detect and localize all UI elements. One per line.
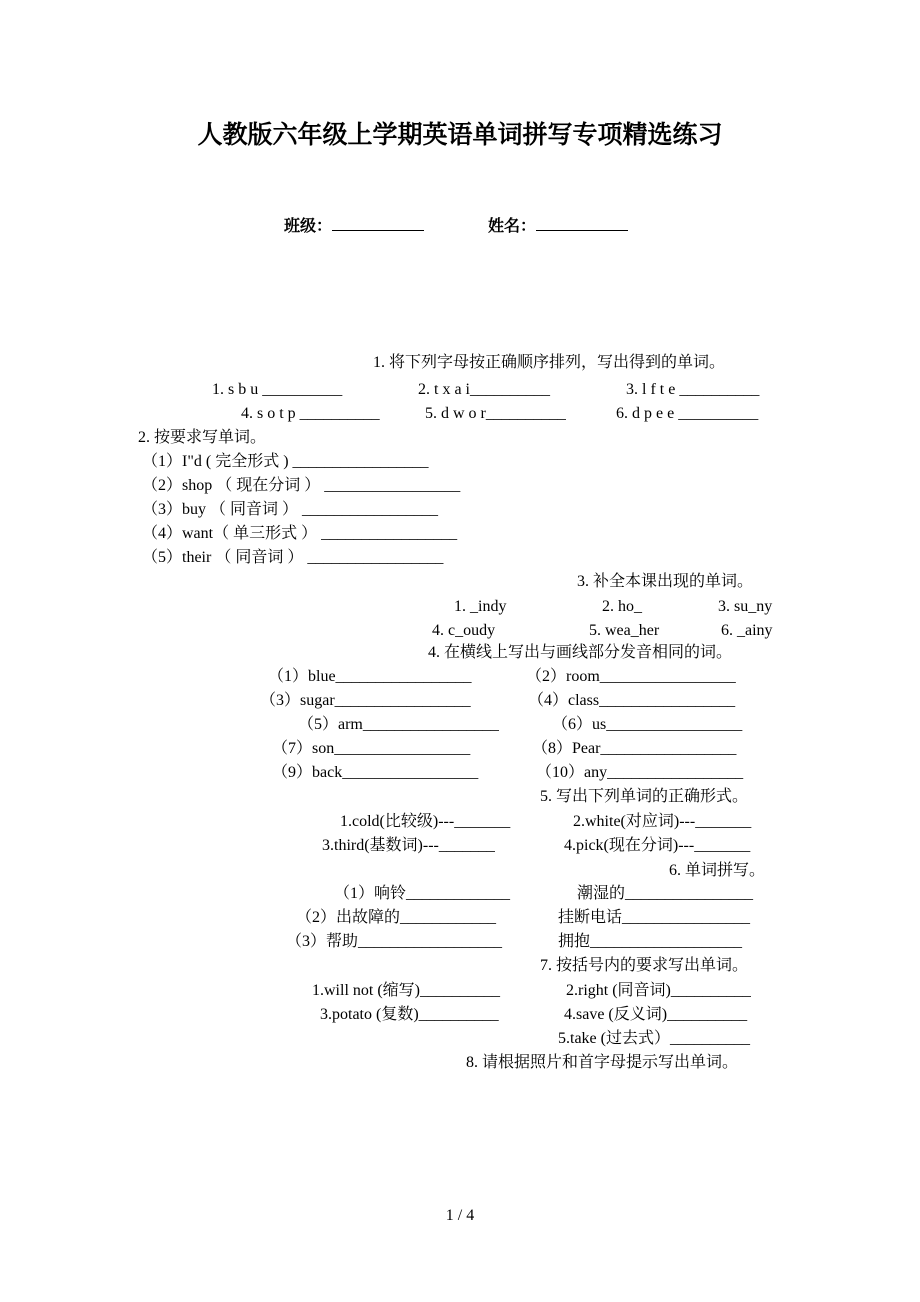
section-6-heading: 6. 单词拼写。	[669, 862, 766, 879]
class-label: 班级：	[284, 218, 333, 235]
s6-item: 潮湿的________________	[577, 885, 754, 902]
s4-item: （2）room_________________	[526, 668, 736, 685]
s7-item: 4.save (反义词)__________	[564, 1006, 748, 1023]
s2-item: （2）shop （ 现在分词 ） _________________	[142, 477, 461, 494]
s6-item: 挂断电话________________	[558, 909, 751, 926]
s4-item: （5）arm_________________	[298, 716, 499, 733]
s1-item: 2. t x a i__________	[418, 381, 550, 398]
s3-item: 1. _indy	[454, 598, 507, 615]
s1-item: 6. d p e e __________	[616, 405, 759, 422]
s6-item: 拥抱___________________	[558, 933, 743, 950]
s2-item: （1）I"d ( 完全形式 ) _________________	[142, 453, 429, 470]
section-5-heading: 5. 写出下列单词的正确形式。	[540, 788, 749, 805]
s4-item: （8）Pear_________________	[532, 740, 737, 757]
s7-item: 3.potato (复数)__________	[320, 1006, 499, 1023]
s1-item: 4. s o t p __________	[241, 405, 380, 422]
s3-item: 6. _ainy	[721, 622, 773, 639]
s4-item: （4）class_________________	[528, 692, 736, 709]
section-8-heading: 8. 请根据照片和首字母提示写出单词。	[466, 1054, 739, 1071]
s1-item: 3. l f t e __________	[626, 381, 760, 398]
s2-item: （4）want（ 单三形式 ） _________________	[142, 525, 458, 542]
s4-item: （3）sugar_________________	[260, 692, 471, 709]
s7-item: 1.will not (缩写)__________	[312, 982, 500, 999]
s2-item: （5）their （ 同音词 ） _________________	[142, 549, 444, 566]
section-3-heading: 3. 补全本课出现的单词。	[577, 573, 754, 590]
s6-item: （2）出故障的____________	[296, 909, 497, 926]
s4-item: （1）blue_________________	[268, 668, 472, 685]
s1-item: 1. s b u __________	[212, 381, 343, 398]
name-field	[488, 216, 628, 237]
s4-item: （6）us_________________	[552, 716, 743, 733]
s3-item: 4. c_oudy	[432, 622, 496, 639]
section-1-heading: 1. 将下列字母按正确顺序排列，写出得到的单词。	[373, 354, 726, 371]
s5-item: 2.white(对应词)---_______	[573, 813, 752, 830]
class-blank[interactable]	[332, 216, 424, 231]
s6-item: （3）帮助__________________	[286, 933, 503, 950]
s4-item: （10）any_________________	[536, 764, 744, 781]
s5-item: 3.third(基数词)---_______	[322, 837, 495, 854]
s7-item: 2.right (同音词)__________	[566, 982, 751, 999]
s7-item: 5.take (过去式）__________	[558, 1030, 750, 1047]
s5-item: 1.cold(比较级)---_______	[340, 813, 511, 830]
class-field	[284, 216, 424, 237]
name-blank[interactable]	[536, 216, 628, 231]
page-title: 人教版六年级上学期英语单词拼写专项精选练习	[197, 122, 723, 149]
name-label: 姓名：	[488, 218, 537, 235]
s3-item: 5. wea_her	[589, 622, 660, 639]
s2-item: （3）buy （ 同音词 ） _________________	[142, 501, 439, 518]
s1-item: 5. d w o r__________	[425, 405, 566, 422]
section-2-heading: 2. 按要求写单词。	[138, 429, 267, 446]
section-7-heading: 7. 按括号内的要求写出单词。	[540, 957, 749, 974]
s5-item: 4.pick(现在分词)---_______	[564, 837, 751, 854]
s4-item: （9）back_________________	[272, 764, 479, 781]
s4-item: （7）son_________________	[272, 740, 471, 757]
s6-item: （1）响铃_____________	[334, 885, 511, 902]
section-4-heading: 4. 在横线上写出与画线部分发音相同的词。	[428, 644, 733, 661]
s3-item: 3. su_ny	[718, 598, 773, 615]
page-number: 1 / 4	[445, 1207, 475, 1224]
s3-item: 2. ho_	[602, 598, 642, 615]
